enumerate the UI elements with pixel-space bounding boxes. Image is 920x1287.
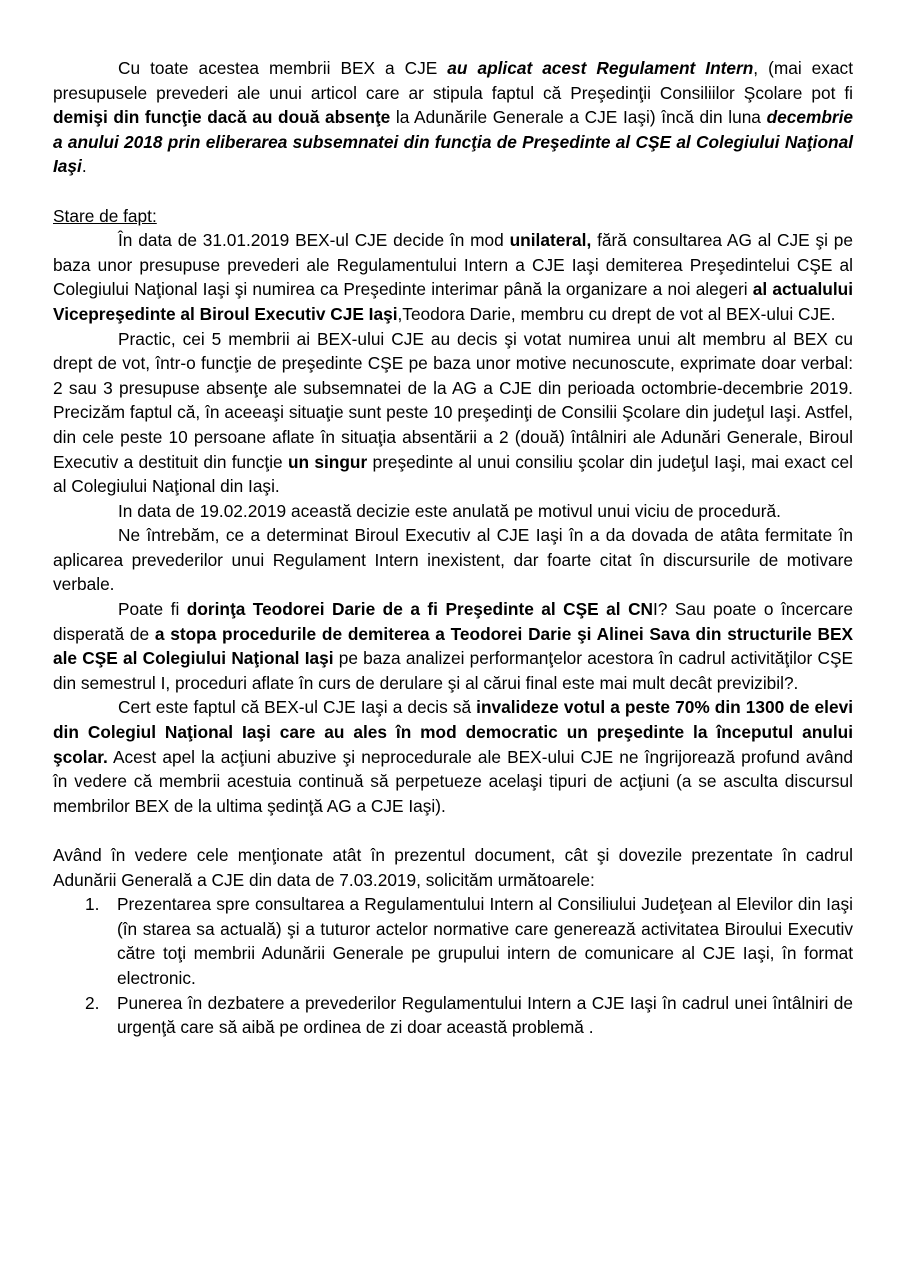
- text-segment: I? Sau poate o încercare disperată de: [53, 599, 853, 644]
- paragraph: [53, 523, 853, 597]
- text-segment: decembrie a anului 2018 prin eliberarea subsemnatei din funcţia de Preşedinte al CŞE al Colegiului Naţional Iaşi: [53, 107, 854, 177]
- paragraph: [53, 843, 853, 892]
- document-page: [53, 56, 853, 1040]
- document-body: [53, 56, 853, 892]
- text-segment: În data de 31.01.2019 BEX-ul CJE decide în mod: [118, 230, 510, 251]
- text-segment: dorinţa Teodorei Darie de a fi Preşedinte al CŞE al CN: [186, 599, 654, 620]
- request-text: Punerea în dezbatere a prevederilor Regulamentului Intern a CJE Iaşi în cadrul unei întâlniri de urgenţă care să aibă pe ordinea de zi doar această problemă .: [117, 992, 853, 1038]
- request-number: 2.: [85, 992, 100, 1013]
- text-segment: a stopa procedurile de demiterea a Teodorei Darie şi Alinei Sava din structurile BEX ale CŞE al Colegiului Naţional Iaşi: [53, 623, 853, 669]
- text-segment: invalideze votul a peste 70% din 1300 de elevi din Colegiul Naţional Iaşi care au ales în mod democratic un preşedinte la începutul anului şcolar.: [53, 697, 853, 767]
- text-segment: Acest apel la acţiuni abuzive şi neprocedurale ale BEX-ului CJE ne îngrijorează profund având în vedere că membrii acestuia continuă să perpetueze acelaşi tipuri de acţiuni (a se asculta discursul membrilor BEX de la ultima şedinţă AG a CJE Iaşi).: [53, 746, 853, 816]
- text-segment: Cu toate acestea membrii BEX a CJE: [118, 58, 448, 78]
- request-item: [85, 991, 853, 1040]
- paragraph: [53, 499, 853, 524]
- text-segment: demişi din funcţie dacă au două absenţe: [53, 107, 391, 128]
- text-segment: In data de 19.02.2019 această decizie este anulată pe motivul unui viciu de procedură.: [118, 500, 781, 521]
- request-number: 1.: [85, 894, 100, 915]
- text-segment: Cert este faptul că BEX-ul CJE Iaşi a decis să: [118, 697, 477, 718]
- text-segment: pe baza analizei performanţelor acestora în cadrul activităţilor CŞE din semestrul I, proceduri aflate în curs de derulare şi al cărui final este mai mult decât previzibil?.: [53, 648, 853, 693]
- text-segment: Ne întrebăm, ce a determinat Biroul Executiv al CJE Iaşi în a da dovada de atâta fermitate în aplicarea prevederilor unui Regulament Intern inexistent, dar foarte citat în discursurile de motivare verbale.: [53, 525, 853, 595]
- text-segment: Stare de fapt:: [53, 205, 157, 226]
- text-segment: preşedinte al unui consiliu şcolar din judeţul Iaşi, mai exact cel al Colegiului Naţional din Iaşi.: [53, 451, 853, 497]
- blank-line: [53, 818, 853, 843]
- text-segment: , (mai exact presupusele prevederi ale unui articol care ar stipula faptul că Preşedinţii Consiliilor Şcolare pot fi: [53, 58, 853, 103]
- text-segment: .: [81, 156, 87, 177]
- paragraph: [53, 228, 853, 326]
- paragraph: [53, 56, 853, 179]
- text-segment: al actualului Vicepreşedinte al Biroul Executiv CJE Iaşi: [53, 279, 853, 324]
- section-heading: [53, 204, 853, 229]
- text-segment: Practic, cei 5 membrii ai BEX-ului CJE au decis şi votat numirea unui alt membru al BEX cu drept de vot, într-o funcţie de preşedinte CŞE pe baza unor motive necunoscute, exprimate doar verbal: 2 sau 3 presupuse absenţe ale subsemnatei de la AG a CJE din perioada octombrie-decembrie 2019. Precizăm faptul că, în aceeaşi situaţie sunt peste 10 preşedinţi de Consilii Şcolare din judeţul Iaşi. Astfel, din cele peste 10 persoane aflate în situaţia absentării a 2 (două) întâlniri ale Adunări Generale, Biroul Executiv a destituit din funcţie: [53, 328, 853, 472]
- text-segment: unilateral,: [509, 230, 592, 251]
- text-segment: Având în vedere cele menţionate atât în prezentul document, cât şi dovezile prezentate în cadrul Adunării Generală a CJE din data de 7.03.2019, solicităm următoarele:: [53, 845, 853, 890]
- paragraph: [53, 597, 853, 695]
- blank-line: [53, 179, 853, 204]
- text-segment: fără consultarea AG al CJE şi pe baza unor presupuse prevederi ale Regulamentului Intern a CJE Iaşi demiterea Preşedintelui CŞE al Colegiului Naţional Iaşi şi numirea ca Preşedinte interimar până la organizare a noi alegeri: [53, 230, 854, 300]
- text-segment: Poate fi: [118, 599, 187, 620]
- paragraph: [53, 695, 853, 818]
- text-segment: au aplicat acest Regulament Intern: [447, 58, 754, 78]
- text-segment: ,Teodora Darie, membru cu drept de vot al BEX-ului CJE.: [397, 303, 836, 324]
- paragraph: [53, 327, 853, 499]
- request-list: [53, 892, 853, 1040]
- text-segment: la Adunările Generale a CJE Iaşi) încă din luna: [390, 107, 767, 128]
- text-segment: un singur: [287, 451, 368, 472]
- request-item: [85, 892, 853, 990]
- request-text: Prezentarea spre consultarea a Regulamentului Intern al Consiliului Judeţean al Elevilor din Iaşi (în starea sa actuală) şi a tuturor actelor normative care generează activitatea Biroului Executiv către toţi membrii Adunării Generale pe grupului intern de comunicare al CJE Iaşi, în format electronic.: [117, 894, 853, 988]
